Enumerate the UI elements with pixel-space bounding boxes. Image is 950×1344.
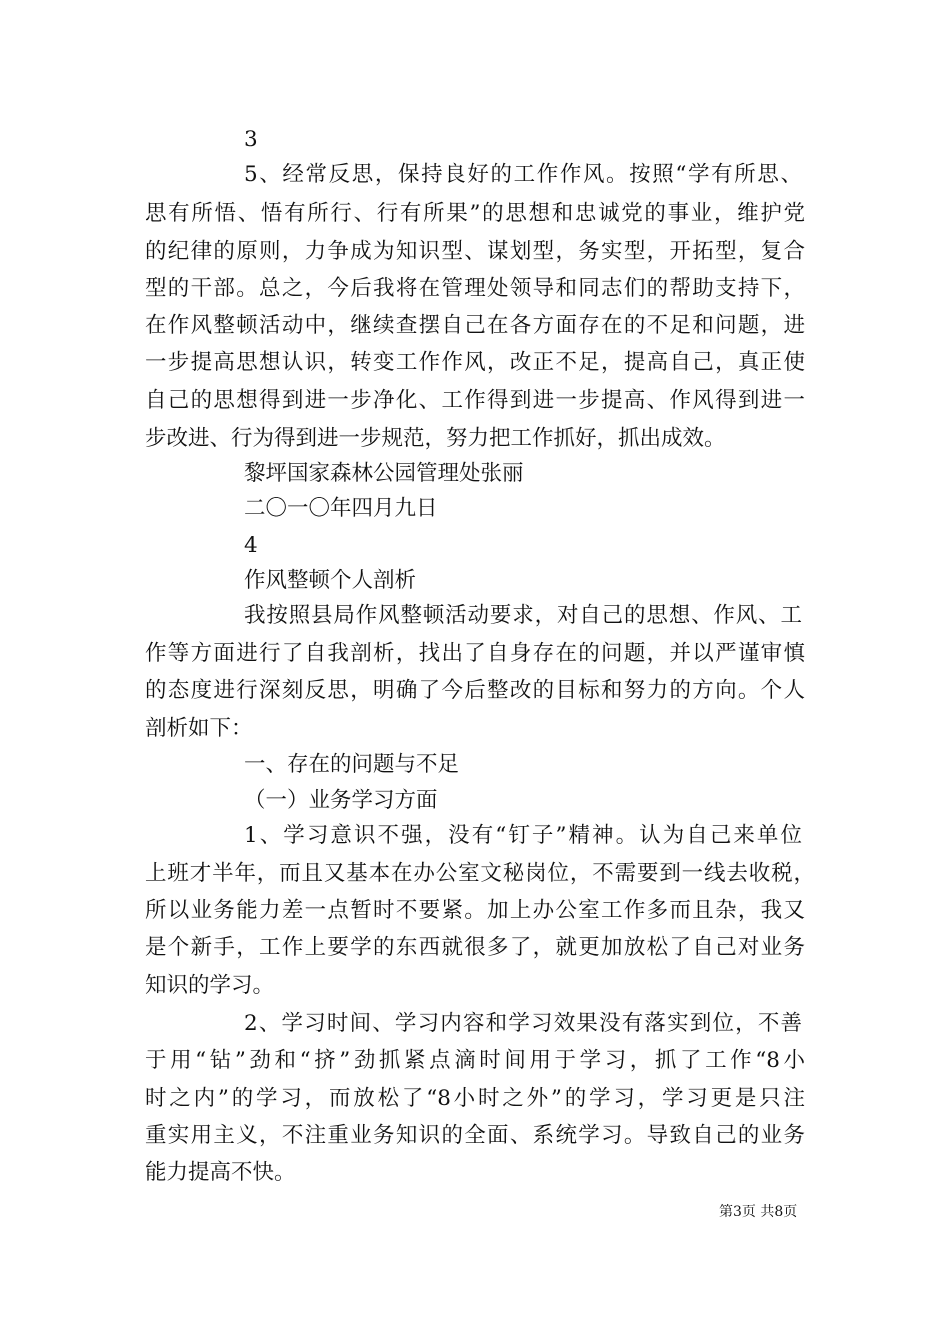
- paragraph-line: 思有所悟、悟有所行、行有所果”的思想和忠诚党的事业，维护党: [145, 201, 805, 226]
- paragraph-line: 剖析如下：: [145, 716, 253, 741]
- signature-line: 黎坪国家森林公园管理处张丽: [244, 461, 524, 486]
- paragraph-line: 的态度进行深刻反思，明确了今后整改的目标和努力的方向。个人: [145, 678, 805, 703]
- paragraph-line: 步改进、行为得到进一步规范，努力把工作抓好，抓出成效。: [145, 426, 726, 451]
- paragraph-line: 在作风整顿活动中，继续查摆自己在各方面存在的不足和问题，进: [145, 313, 805, 338]
- paragraph-line: 上班才半年，而且又基本在办公室文秘岗位，不需要到一线去收税，: [145, 861, 815, 886]
- heading-level-1: 一、存在的问题与不足: [244, 752, 460, 777]
- paragraph-line: 5、经常反思，保持良好的工作作风。按照“学有所思、: [244, 162, 802, 187]
- paragraph-line: 重实用主义，不注重业务知识的全面、系统学习。导致自己的业务: [145, 1123, 805, 1148]
- paragraph-line: 知识的学习。: [145, 973, 275, 998]
- date-line: 二〇一〇年四月九日: [244, 496, 438, 521]
- page-footer: 第3页 共8页: [719, 1204, 798, 1220]
- paragraph-line: 所以业务能力差一点暂时不要紧。加上办公室工作多而且杂，我又: [145, 898, 805, 923]
- paragraph-line: 是个新手，工作上要学的东西就很多了，就更加放松了自己对业务: [145, 935, 805, 960]
- page-number-marker: 4: [244, 533, 258, 558]
- section-title: 作风整顿个人剖析: [244, 568, 417, 593]
- paragraph-line: 时之内”的学习，而放松了“8小时之外”的学习，学习更是只注: [145, 1086, 805, 1111]
- paragraph-line: 我按照县局作风整顿活动要求，对自己的思想、作风、工: [244, 603, 802, 628]
- paragraph-line: 一步提高思想认识，转变工作作风，改正不足，提高自己，真正使: [145, 350, 805, 375]
- page-number-marker: 3: [244, 127, 258, 152]
- paragraph-line: 2、学习时间、学习内容和学习效果没有落实到位，不善: [244, 1011, 802, 1036]
- paragraph-line: 的纪律的原则，力争成为知识型、谋划型，务实型，开拓型，复合: [145, 239, 805, 264]
- paragraph-line: 于用“钻”劲和“挤”劲抓紧点滴时间用于学习，抓了工作“8小: [145, 1048, 805, 1073]
- paragraph-line: 自己的思想得到进一步净化、工作得到进一步提高、作风得到进一: [145, 388, 805, 413]
- heading-level-2: （一）业务学习方面: [244, 788, 438, 813]
- paragraph-line: 作等方面进行了自我剖析，找出了自身存在的问题，并以严谨审慎: [145, 641, 805, 666]
- paragraph-line: 能力提高不快。: [145, 1160, 296, 1185]
- paragraph-line: 1、学习意识不强，没有“钉子”精神。认为自己来单位: [244, 823, 802, 848]
- paragraph-line: 型的干部。总之，今后我将在管理处领导和同志们的帮助支持下，: [145, 276, 805, 301]
